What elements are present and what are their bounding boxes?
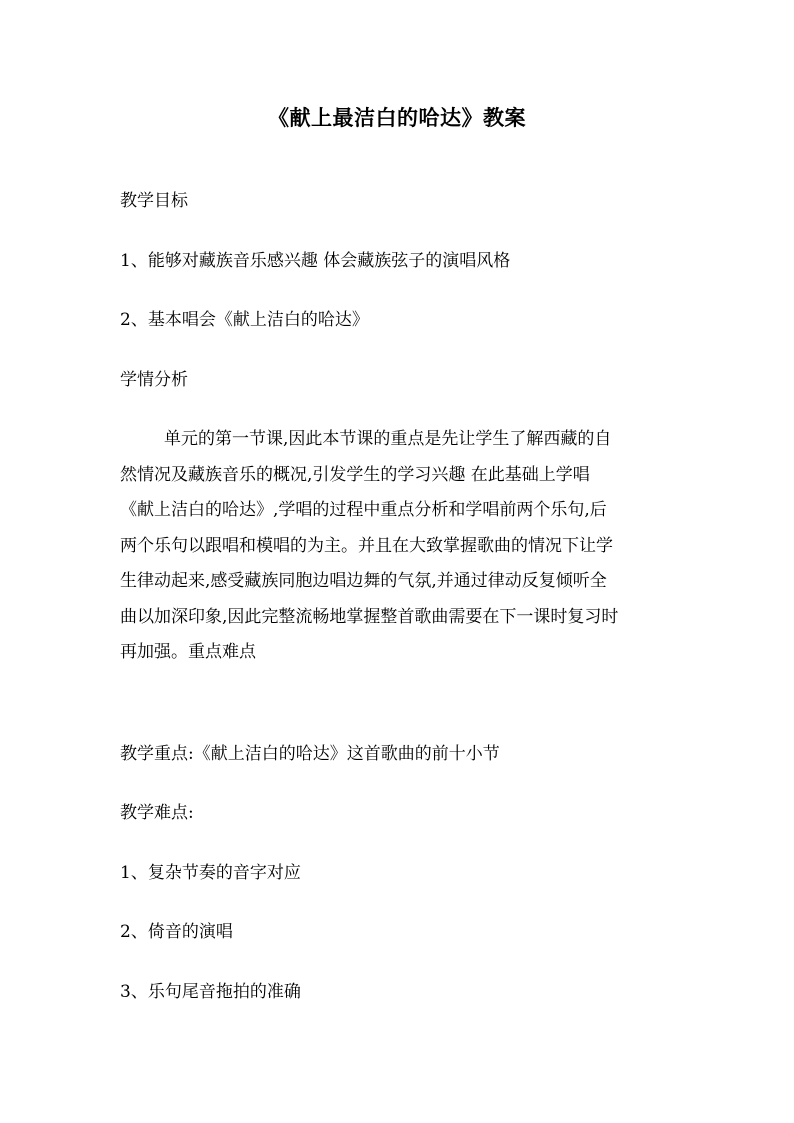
section-heading-teaching-goals: 教学目标: [120, 191, 188, 211]
analysis-line: 曲以加深印象,因此完整流畅地掌握整首歌曲需要在下一课时复习时: [120, 606, 619, 627]
section-heading-learning-analysis: 学情分析: [120, 370, 188, 390]
document-title: 《献上最洁白的哈达》教案: [268, 105, 526, 130]
analysis-line: 单元的第一节课,因此本节课的重点是先让学生了解西藏的自: [164, 429, 612, 449]
difficulty-item-1: 1、复杂节奏的音字对应: [120, 863, 301, 883]
goal-item-1: 1、能够对藏族音乐感兴趣 体会藏族弦子的演唱风格: [120, 251, 511, 271]
analysis-line: 两个乐句以跟唱和模唱的为主。并且在大致掌握歌曲的情况下让学: [120, 535, 613, 556]
analysis-line: 再加强。重点难点: [120, 642, 256, 662]
difficulty-item-3: 3、乐句尾音拖拍的准确: [120, 982, 301, 1002]
goal-item-2: 2、基本唱会《献上洁白的哈达》: [120, 310, 369, 330]
analysis-line: 然情况及藏族音乐的概况,引发学生的学习兴趣 在此基础上学唱: [120, 464, 590, 485]
analysis-line: 《献上洁白的哈达》,学唱的过程中重点分析和学唱前两个乐句,后: [120, 500, 607, 520]
analysis-paragraph: [120, 422, 680, 671]
section-heading-difficulties: 教学难点:: [120, 803, 194, 823]
difficulty-item-2: 2、倚音的演唱: [120, 922, 233, 942]
analysis-line: 生律动起来,感受藏族同胞边唱边舞的气氛,并通过律动反复倾听全: [120, 571, 607, 591]
key-point-line: 教学重点:《献上洁白的哈达》这首歌曲的前十小节: [120, 744, 500, 764]
